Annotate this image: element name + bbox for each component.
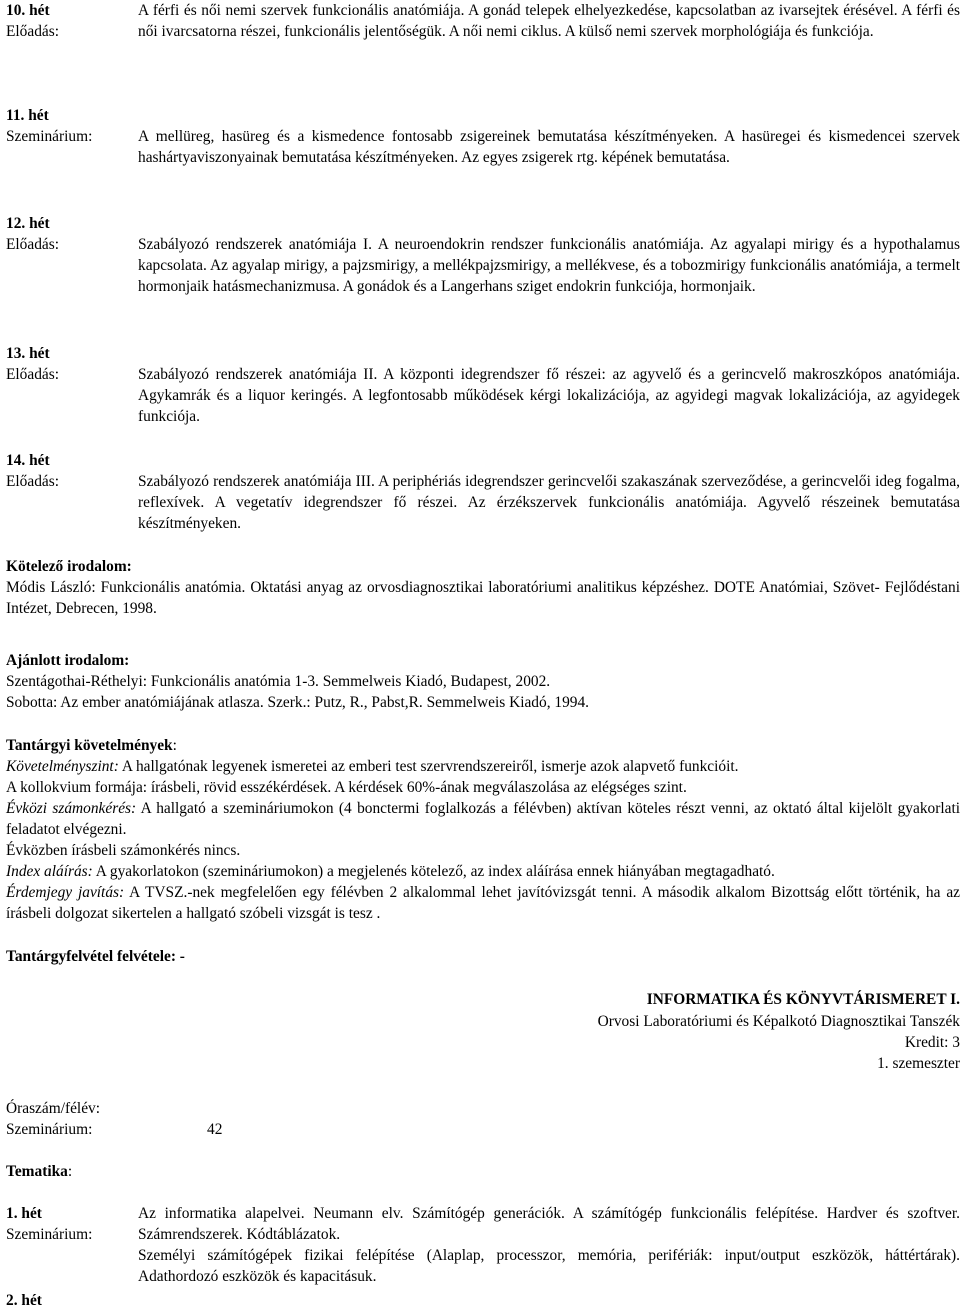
week-11 — [6, 105, 960, 168]
required-literature — [6, 556, 960, 619]
week-10 — [6, 0, 960, 42]
week-number: 14. hét — [6, 452, 50, 469]
session-type: Előadás: — [6, 366, 59, 383]
course-header — [6, 989, 960, 1079]
required-heading: Kötelező irodalom: — [6, 558, 132, 575]
requirements-colon: : — [172, 737, 177, 754]
session-type: Előadás: — [6, 23, 59, 40]
level-text: A hallgatónak legyenek ismeretei az emberi test szervrendszereiről, ismerje azok alapvető funkcióit. — [118, 758, 739, 775]
course-credit: Kredit: 3 — [904, 1034, 960, 1051]
index-label: Index aláírás: — [6, 863, 93, 880]
colloquium-text: A kollokvium formája: írásbeli, rövid esszékérdések. A kérdések 60%-ának megválaszolása az elégséges szint. — [6, 779, 687, 796]
week-number: 1. hét — [6, 1205, 42, 1222]
enrollment — [6, 946, 960, 967]
week-number: 11. hét — [6, 107, 49, 124]
week-description: A férfi és női nemi szervek funkcionális anatómiája. A gonád telepek elhelyezkedése, kapcsolatban az ivarsejtek érésével. A férfi és női ivarcsatorna részei, funkcionális jelentőségük. A női nemi ciklus. A külső nemi szervek morphológiája és funkciója. — [138, 2, 960, 40]
week-14 — [6, 450, 960, 534]
topic-line: Személyi számítógépek fizikai felépítése (Alaplap, processzor, memória, perifériák: input/output eszközök, háttértárak). Adathordozó eszközök és kapacitásuk. — [138, 1247, 960, 1285]
week-number: 13. hét — [6, 345, 50, 362]
session-type: Szeminárium: — [6, 128, 93, 145]
topics — [6, 1161, 960, 1309]
hours-kind: Szeminárium: — [6, 1121, 93, 1138]
week-description: Szabályozó rendszerek anatómiája III. A periphériás idegrendszer gerincvelői szakaszának szerveződése, a gerincvelői ideg fogalma, reflexívek. A vegetatív idegrendszer fő részei. Az érzékszervek funkcionális anatómiája. Agyvelő részeinek bemutatása készítményeken. — [138, 473, 960, 532]
week-number: 10. hét — [6, 2, 50, 19]
week-number: 12. hét — [6, 215, 50, 232]
recommended-line: Szentágothai-Réthelyi: Funkcionális anatómia 1-3. Semmelweis Kiadó, Budapest, 2002. — [6, 673, 551, 690]
level-label: Követelményszint: — [6, 758, 119, 775]
enrollment-value: : - — [170, 948, 185, 965]
midterm-written: Évközben írásbeli számonkérés nincs. — [6, 842, 241, 859]
midterm-label: Évközi számonkérés: — [6, 800, 137, 817]
grade-label: Érdemjegy javítás: — [6, 884, 125, 901]
week-description: Szabályozó rendszerek anatómiája I. A neuroendokrin rendszer funkcionális anatómiája. Az agyalapi mirigy és a hypothalamus kapcsolata. Az agyalap mirigy, a pajzsmirigy, a mellékpajzsmirigy, a mellékvese, és a tobozmirigy funkcionális anatómiája, a termelt hormonjaik hatásmechanizmusa. A gonádok és a Langerhans sziget endokrin funkciója, hormonjaik. — [138, 236, 960, 295]
grade-text: A TVSZ.-nek megfelelően egy félévben 2 alkalommal lehet javítóvizsgát tenni. A második alkalom Bizottság előtt történik, ha az írásbeli dolgozat sikertelen a hallgató szóbeli vizsgát is tesz . — [6, 884, 960, 922]
enrollment-label: Tantárgyfelvétel felvétele — [6, 948, 171, 965]
course-department: Orvosi Laboratóriumi és Képalkotó Diagnosztikai Tanszék — [597, 1013, 960, 1030]
hours-label: Óraszám/félév: — [6, 1100, 101, 1117]
topics-label: Tematika — [6, 1163, 68, 1180]
midterm-text: A hallgató a szemináriumokon (4 bonctermi foglalkozás a félévben) aktívan köteles részt venni, az oktató által kijelölt gyakorlati feladatot elvégezni. — [6, 800, 960, 838]
recommended-heading: Ajánlott irodalom: — [6, 652, 130, 669]
week-description: A mellüreg, hasüreg és a kismedence fontosabb zsigereinek bemutatása készítményeken. A hasüregei és kismedencei szervek hashártyaviszonyainak bemutatása készítményeken. Az egyes zsigerek rtg. képének bemutatása. — [138, 128, 960, 166]
topics-colon: : — [67, 1163, 73, 1180]
week-13 — [6, 343, 960, 427]
course-semester: 1. szemeszter — [877, 1055, 960, 1072]
requirements — [6, 735, 960, 924]
required-text: Módis László: Funkcionális anatómia. Oktatási anyag az orvosdiagnosztikai laboratóriumi analitikus képzéshez. DOTE Anatómiai, Szövet- Fejlődéstani Intézet, Debrecen, 1998. — [6, 579, 960, 617]
week-description: Szabályozó rendszerek anatómiája II. A központi idegrendszer fő részei: az agyvelő és a gerincvelő makroszkópos anatómiája. Agykamrák és a liquor keringés. A legfontosabb működések kérgi lokalizációja, az agyidegi magvak lokalizációja, az agyidegek funkciója. — [138, 366, 960, 425]
topic-week-2: 2. hét — [6, 1292, 42, 1309]
session-type: Szeminárium: — [6, 1226, 93, 1243]
topic-line: Az informatika alapelvei. Neumann elv. Számítógép generációk. A számítógép funkcionális felépítése. Hardver és szoftver. Számrendszerek. Kódtáblázatok. — [138, 1205, 960, 1243]
hours-value: 42 — [207, 1121, 223, 1138]
topic-week-1 — [6, 1203, 960, 1287]
session-type: Előadás: — [6, 236, 59, 253]
week-12 — [6, 213, 960, 297]
recommended-literature — [6, 650, 960, 713]
session-type: Előadás: — [6, 473, 59, 490]
index-text: A gyakorlatokon (szemináriumokon) a megjelenés kötelező, az index aláírása ennek hiányában megtagadható. — [92, 863, 775, 880]
hours — [6, 1098, 960, 1140]
course-title: INFORMATIKA ÉS KÖNYVTÁRISMERET I. — [646, 991, 960, 1008]
requirements-heading: Tantárgyi követelmények — [6, 737, 173, 754]
recommended-line: Sobotta: Az ember anatómiájának atlasza. Szerk.: Putz, R., Pabst,R. Semmelweis Kiadó, 1994. — [6, 694, 590, 711]
